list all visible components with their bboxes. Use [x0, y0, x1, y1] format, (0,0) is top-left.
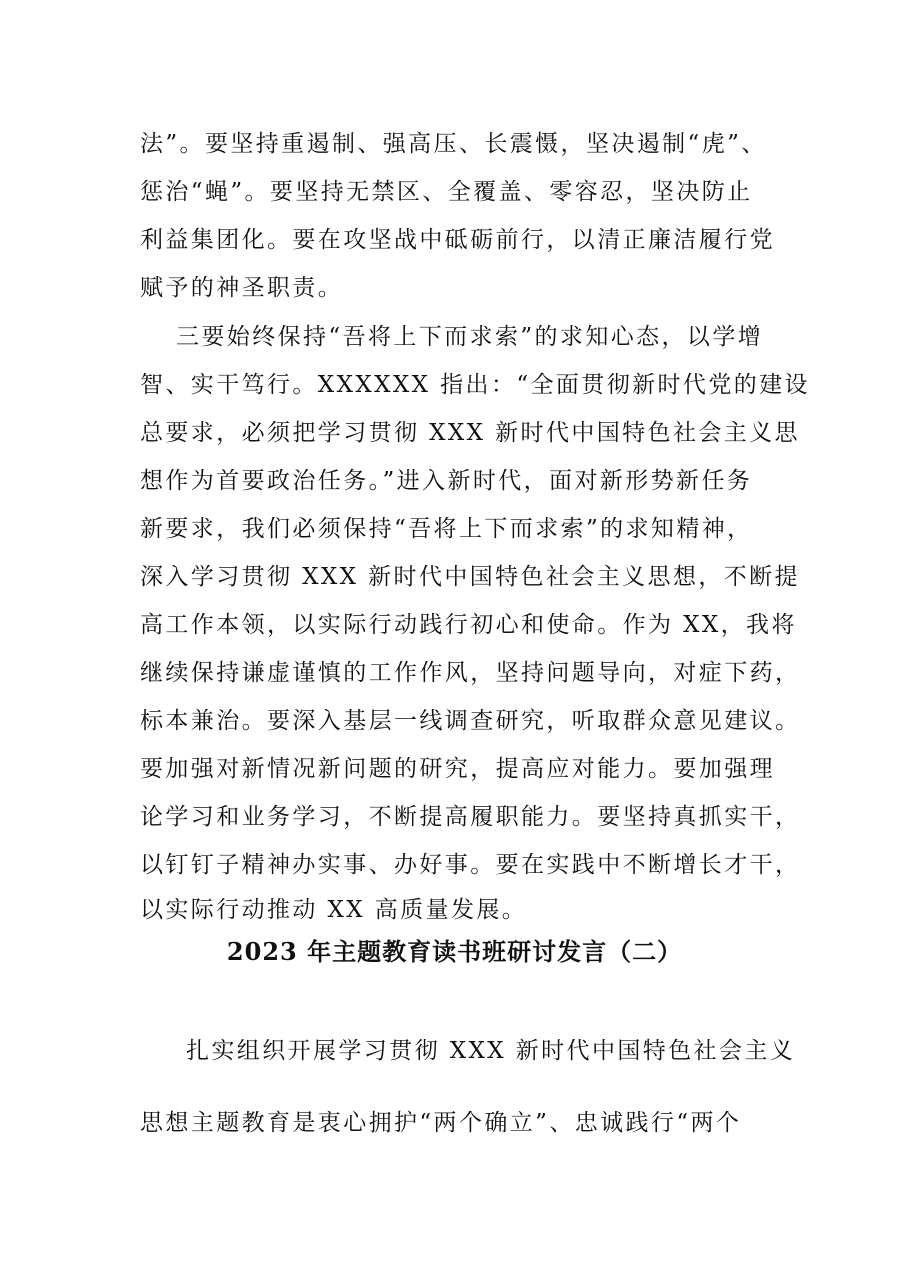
- paragraph-2-line-5: 新要求，我们必须保持“吾将上下而求索”的求知精神，: [140, 516, 753, 542]
- paragraph-2-line-6: 深入学习贯彻 XXX 新时代中国特色社会主义思想，不断提: [140, 564, 800, 590]
- paragraph-3-line-1: 扎实组织开展学习贯彻 XXX 新时代中国特色社会主义: [186, 1038, 796, 1064]
- paragraph-2-line-11: 论学习和业务学习，不断提高履职能力。要坚持真抓实干，: [140, 804, 801, 830]
- paragraph-1-line-1: 法”。要坚持重遏制、强高压、长震慑，坚决遏制“虎”、: [140, 131, 767, 157]
- paragraph-2-line-12: 以钉钉子精神办实事、办好事。要在实践中不断增长才干，: [140, 852, 801, 878]
- paragraph-2-line-10: 要加强对新情况新问题的研究，提高应对能力。要加强理: [140, 756, 775, 782]
- paragraph-2-line-7: 高工作本领，以实际行动践行初心和使命。作为 XX，我将: [140, 612, 797, 638]
- paragraph-1-line-3: 利益集团化。要在攻坚战中砥砺前行，以清正廉洁履行党: [140, 227, 775, 253]
- paragraph-2-line-1: 三要始终保持“吾将上下而求索”的求知心态，以学增: [176, 324, 764, 350]
- paragraph-2-line-13: 以实际行动推动 XX 高质量发展。: [140, 897, 528, 923]
- paragraph-2-line-3: 总要求，必须把学习贯彻 XXX 新时代中国特色社会主义思: [140, 420, 800, 446]
- paragraph-2-line-4: 想作为首要政治任务。”进入新时代，面对新形势新任务: [140, 468, 753, 494]
- paragraph-3-line-2: 思想主题教育是衷心拥护“两个确立”、忠诚践行“两个: [140, 1110, 742, 1136]
- section-title: 2023 年主题教育读书班研讨发言（二）: [226, 937, 683, 966]
- paragraph-2-line-8: 继续保持谦虚谨慎的工作作风，坚持问题导向，对症下药，: [140, 660, 801, 686]
- paragraph-2-line-9: 标本兼治。要深入基层一线调查研究，听取群众意见建议。: [140, 708, 801, 734]
- paragraph-1-line-4: 赋予的神圣职责。: [140, 275, 344, 301]
- paragraph-2-line-2: 智、实干笃行。XXXXXX 指出：“全面贯彻新时代党的建设: [140, 372, 810, 398]
- paragraph-1-line-2: 惩治“蝇”。要坚持无禁区、全覆盖、零容忍，坚决防止: [140, 179, 753, 205]
